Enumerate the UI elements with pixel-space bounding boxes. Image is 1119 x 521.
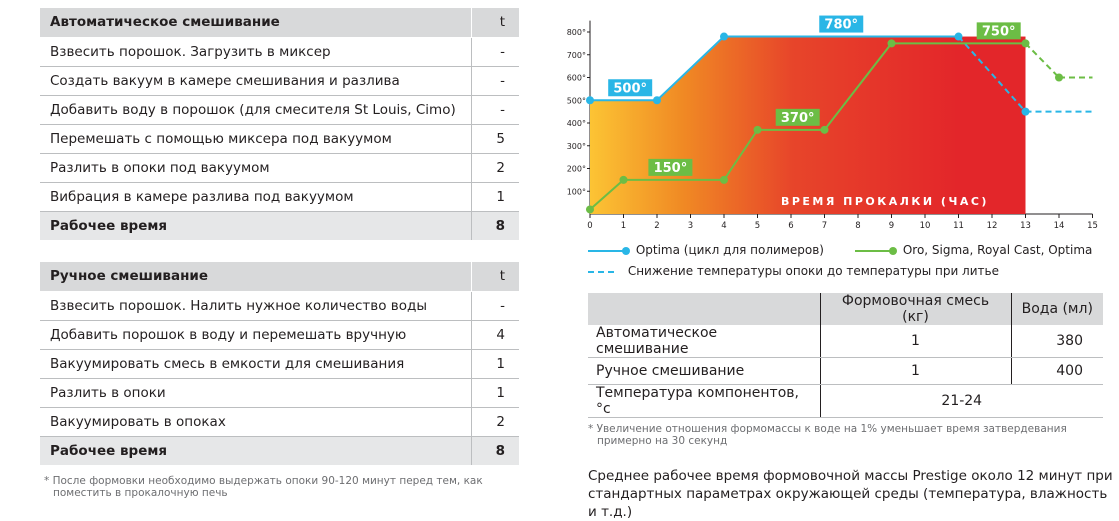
row-label: Автоматическое смешивание	[588, 325, 820, 358]
y-tick-label: 500°	[566, 96, 586, 106]
x-tick-label: 11	[953, 221, 964, 231]
footnote-line: поместить в прокалочную печь	[53, 487, 228, 499]
table-row	[40, 349, 519, 378]
x-tick-label: 6	[788, 221, 794, 231]
step-time: 1	[471, 182, 519, 211]
x-tick-label: 2	[654, 221, 660, 231]
x-tick-label: 15	[1087, 221, 1098, 231]
table-header-row	[588, 293, 1103, 325]
step-time: 1	[471, 378, 519, 407]
table-row	[40, 95, 519, 124]
y-tick-label: 100°	[566, 187, 586, 197]
column-header-t: t	[471, 8, 519, 37]
right-footnote	[588, 423, 1067, 447]
step-time: -	[471, 95, 519, 124]
footnote-line: примерно на 30 секунд	[597, 435, 728, 447]
legend-label: Снижение температуры опоки до температуры при литье	[627, 264, 999, 278]
footnote-line: * Увеличение отношения формомассы к воде на 1% уменьшает время затвердевания	[588, 423, 1067, 435]
total-row	[40, 211, 519, 240]
step-time: 5	[471, 124, 519, 153]
step-text: Взвесить порошок. Загрузить в миксер	[40, 37, 471, 66]
heat-red-area	[959, 37, 1026, 214]
x-tick-label: 10	[919, 221, 931, 231]
x-tick-label: 13	[1020, 221, 1031, 231]
burnout-chart	[555, 8, 1119, 240]
data-point	[586, 96, 594, 104]
column-header-mix: Формовочная смесь (кг)	[820, 293, 1011, 325]
legend-line-icon	[855, 245, 899, 257]
step-text: Создать вакуум в камере смешивания и разлива	[40, 66, 471, 95]
auto-mixing-table	[40, 8, 519, 240]
series-line-oro-cooldown	[1026, 43, 1060, 77]
legend-dashed-icon	[588, 266, 624, 278]
column-header-t: t	[471, 262, 519, 291]
table-row	[40, 66, 519, 95]
data-point	[955, 33, 963, 41]
y-tick-label: 300°	[566, 141, 586, 151]
value-label: 500°	[613, 81, 648, 97]
data-point	[1022, 39, 1030, 47]
table-title: Ручное смешивание	[40, 262, 471, 291]
total-value: 8	[471, 436, 519, 465]
y-tick-label: 600°	[566, 73, 586, 83]
x-tick-label: 5	[754, 221, 761, 231]
step-text: Вакуумировать в опоках	[40, 407, 471, 436]
data-point	[653, 96, 661, 104]
mix-value: 1	[820, 325, 1011, 358]
legend-line-icon	[588, 245, 632, 257]
step-time: -	[471, 291, 519, 320]
manual-mixing-table	[40, 262, 519, 465]
step-text: Перемешать с помощью миксера под вакуумом	[40, 124, 471, 153]
x-tick-label: 8	[855, 221, 861, 231]
table-row	[40, 124, 519, 153]
table-row	[588, 325, 1103, 358]
x-axis-label: ВРЕМЯ ПРОКАЛКИ (ЧАС)	[780, 194, 989, 208]
column-header-water: Вода (мл)	[1011, 293, 1103, 325]
legend-dashed	[588, 264, 999, 278]
water-value: 380	[1011, 325, 1103, 358]
total-value: 8	[471, 211, 519, 240]
data-point	[720, 33, 728, 41]
table-row	[588, 385, 1103, 418]
table-row	[40, 407, 519, 436]
y-tick-label: 800°	[566, 28, 586, 37]
step-text: Вакуумировать смесь в емкости для смешивания	[40, 349, 471, 378]
step-text: Взвесить порошок. Налить нужное количество воды	[40, 291, 471, 320]
step-text: Вибрация в камере разлива под вакуумом	[40, 182, 471, 211]
total-label: Рабочее время	[40, 436, 471, 465]
step-text: Добавить порошок в воду и перемешать вручную	[40, 320, 471, 349]
step-time: 4	[471, 320, 519, 349]
table-header-row	[40, 262, 519, 291]
mix-ratio-table	[588, 293, 1103, 418]
table-row	[40, 37, 519, 66]
step-time: -	[471, 66, 519, 95]
step-time: -	[471, 37, 519, 66]
value-label: 370°	[780, 110, 815, 126]
legend-label: Optima (цикл для полимеров)	[635, 243, 824, 257]
value-label: 780°	[824, 17, 859, 33]
data-point	[720, 176, 728, 184]
data-point	[754, 126, 762, 134]
step-time: 1	[471, 349, 519, 378]
table-row	[40, 320, 519, 349]
table-title: Автоматическое смешивание	[40, 8, 471, 37]
value-label: 150°	[653, 160, 688, 176]
x-tick-label: 0	[587, 221, 593, 231]
legend-oro	[855, 243, 1092, 257]
x-tick-label: 12	[986, 221, 998, 231]
summary-line: стандартных параметрах окружающей среды (температура, влажность и т.д.)	[588, 486, 1108, 520]
table-row	[40, 378, 519, 407]
x-tick-label: 14	[1053, 221, 1065, 231]
data-point	[821, 126, 829, 134]
step-time: 2	[471, 153, 519, 182]
x-tick-label: 9	[888, 221, 895, 231]
legend-optima	[588, 243, 824, 257]
x-tick-label: 1	[620, 221, 627, 231]
total-row	[40, 436, 519, 465]
temperature-value: 21-24	[820, 385, 1103, 418]
step-text: Добавить воду в порошок (для смесителя St Louis, Cimo)	[40, 95, 471, 124]
row-label: Температура компонентов, °с	[588, 385, 820, 418]
data-point	[1022, 108, 1030, 116]
corner-cell	[588, 293, 820, 325]
left-footnote	[44, 475, 483, 499]
y-tick-label: 700°	[566, 50, 586, 60]
table-row	[40, 182, 519, 211]
mix-value: 1	[820, 358, 1011, 385]
data-point	[586, 205, 594, 213]
water-value: 400	[1011, 358, 1103, 385]
table-row	[40, 291, 519, 320]
table-header-row	[40, 8, 519, 37]
footnote-line: * После формовки необходимо выдержать опоки 90-120 минут перед тем, как	[44, 475, 483, 487]
value-label: 750°	[981, 24, 1016, 40]
row-label: Ручное смешивание	[588, 358, 820, 385]
step-time: 2	[471, 407, 519, 436]
summary-line: Среднее рабочее время формовочной массы Prestige около 12 минут при	[588, 468, 1113, 484]
data-point	[620, 176, 628, 184]
data-point	[888, 39, 896, 47]
y-tick-label: 200°	[566, 164, 586, 174]
step-text: Разлить в опоки	[40, 378, 471, 407]
data-point	[1055, 74, 1063, 82]
legend-label: Oro, Sigma, Royal Cast, Optima	[902, 243, 1093, 257]
step-text: Разлить в опоки под вакуумом	[40, 153, 471, 182]
total-label: Рабочее время	[40, 211, 471, 240]
heat-gradient-area	[590, 37, 959, 214]
x-tick-label: 4	[721, 221, 727, 231]
table-row	[40, 153, 519, 182]
x-tick-label: 3	[687, 221, 694, 231]
table-row	[588, 358, 1103, 385]
y-tick-label: 400°	[566, 119, 586, 128]
x-tick-label: 7	[821, 221, 828, 231]
